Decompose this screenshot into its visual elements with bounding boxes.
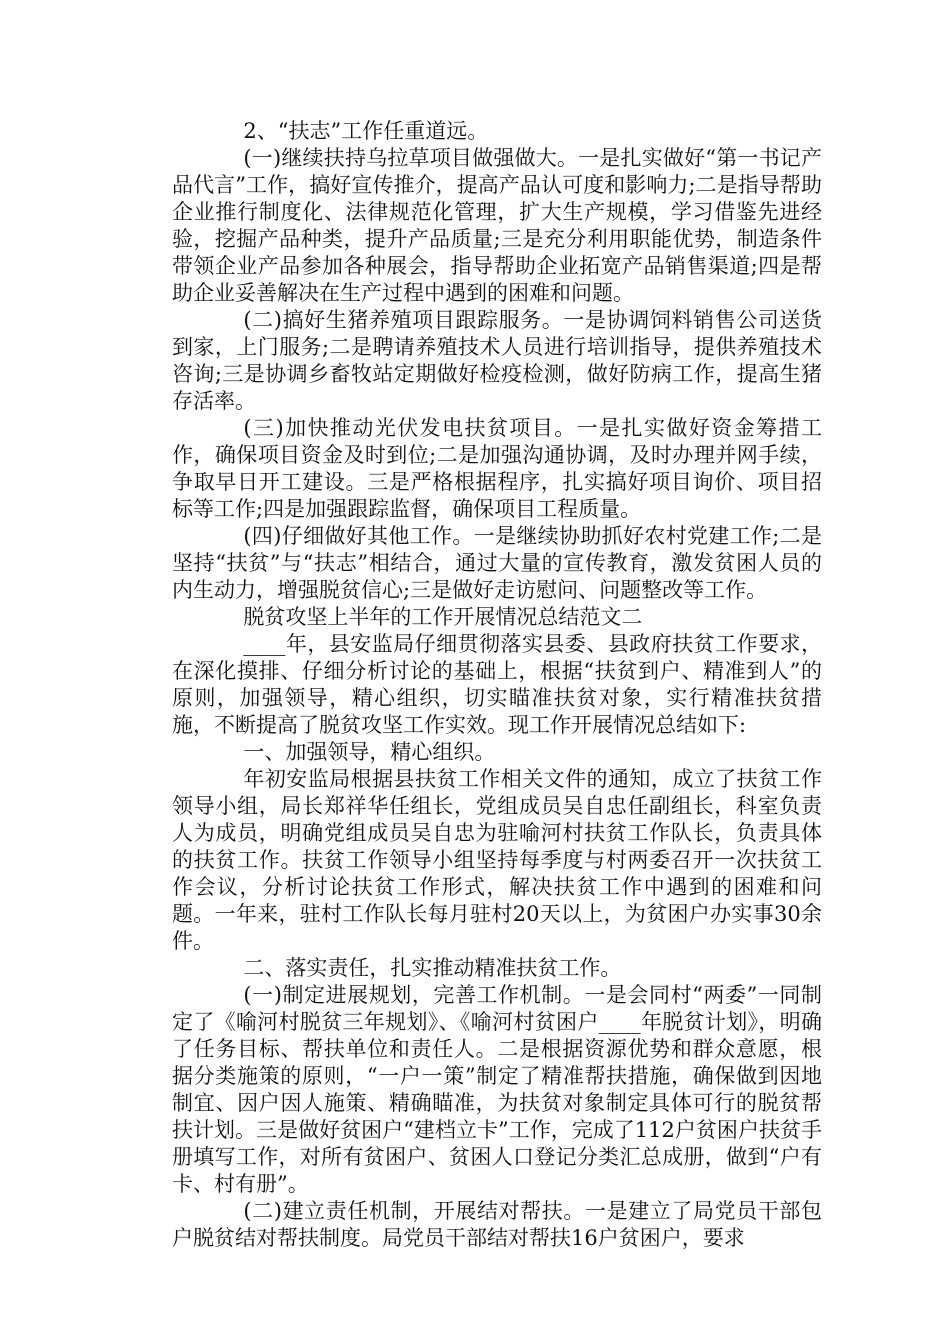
paragraph: (一)制定进展规划，完善工作机制。一是会同村“两委”一同制定了《喻河村脱贫三年规划》、《喻河村贫困户____年脱贫计划》，明确了任务目标、帮扶单位和责任人。二是根据资源优势和群众意愿，根据分类施策的原则，“一户一策”制定了精准帮扶措施，确保做到因地制宜、因户因人施策、精确瞄准，为扶贫对象制定具体可行的脱贫帮扶计划。三是做好贫困户“建档立卡”工作，完成了112户贫困户扶贫手册填写工作，对所有贫困户、贫困人口登记分类汇总成册，做到“户有卡、村有册”。 bbox=[172, 983, 822, 1196]
paragraph: (二)建立责任机制，开展结对帮扶。一是建立了局党员干部包户脱贫结对帮扶制度。局党员干部结对帮扶16户贫困户，要求 bbox=[172, 1199, 822, 1250]
section-heading: 二、落实责任，扎实推动精准扶贫工作。 bbox=[243, 956, 622, 980]
document-body bbox=[172, 118, 822, 1252]
section-title: 脱贫攻坚上半年的工作开展情况总结范文二 bbox=[243, 605, 643, 629]
paragraph: (四)仔细做好其他工作。一是继续协助抓好农村党建工作;二是坚持“扶贫”与“扶志”相结合，通过大量的宣传教育，激发贫困人员的内生动力，增强脱贫信心;三是做好走访慰问、问题整改等工作。 bbox=[172, 524, 822, 602]
paragraph: ____年，县安监局仔细贯彻落实县委、县政府扶贫工作要求，在深化摸排、仔细分析讨论的基础上，根据“扶贫到户、精准到人”的原则，加强领导，精心组织，切实瞄准扶贫对象，实行精准扶贫措施，不断提高了脱贫攻坚工作实效。现工作开展情况总结如下: bbox=[172, 632, 822, 737]
paragraph: (一)继续扶持乌拉草项目做强做大。一是扎实做好“第一书记产品代言”工作，搞好宣传推介，提高产品认可度和影响力;二是指导帮助企业推行制度化、法律规范化管理，扩大生产规模，学习借鉴先进经验，挖掘产品种类，提升产品质量;三是充分利用职能优势，制造条件带领企业产品参加各种展会，指导帮助企业拓宽产品销售渠道;四是帮助企业妥善解决在生产过程中遇到的困难和问题。 bbox=[172, 146, 822, 305]
paragraph-heading-fuzhi: 2、“扶志”工作任重道远。 bbox=[243, 119, 489, 143]
paragraph: (二)搞好生猪养殖项目跟踪服务。一是协调饲料销售公司送货到家，上门服务;二是聘请养殖技术人员进行培训指导，提供养殖技术咨询;三是协调乡畜牧站定期做好检疫检测，做好防病工作，提高生猪存活率。 bbox=[172, 308, 822, 413]
section-heading: 一、加强领导，精心组织。 bbox=[243, 740, 496, 764]
paragraph: 年初安监局根据县扶贫工作相关文件的通知，成立了扶贫工作领导小组，局长郑祥华任组长，党组成员吴自忠任副组长，科室负责人为成员，明确党组成员吴自忠为驻喻河村扶贫工作队长，负责具体的扶贫工作。扶贫工作领导小组坚持每季度与村两委召开一次扶贫工作会议，分析讨论扶贫工作形式，解决扶贫工作中遇到的困难和问题。一年来，驻村工作队长每月驻村20天以上，为贫困户办实事30余件。 bbox=[172, 767, 822, 953]
paragraph: (三)加快推动光伏发电扶贫项目。一是扎实做好资金筹措工作，确保项目资金及时到位;二是加强沟通协调，及时办理并网手续，争取早日开工建设。三是严格根据程序，扎实搞好项目询价、项目招标等工作;四是加强跟踪监督，确保项目工程质量。 bbox=[172, 416, 822, 521]
